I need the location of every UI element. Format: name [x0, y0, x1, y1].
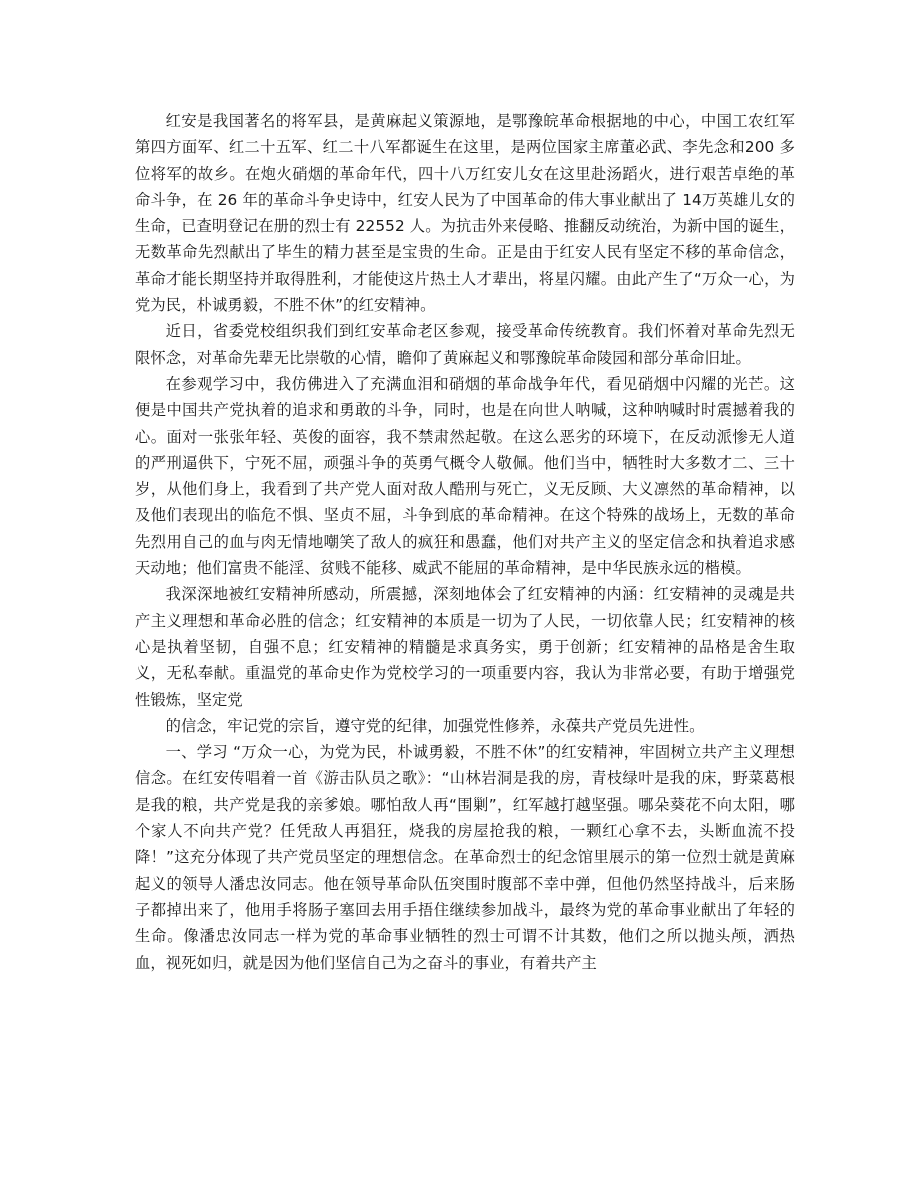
paragraph-hongan-intro: 红安是我国著名的将军县，是黄麻起义策源地，是鄂豫皖革命根据地的中心，中国工农红军第四方面军、红二十五军、红二十八军都诞生在这里，是两位国家主席董必武、李先念和200 多位将军的故乡。在炮火硝烟的革命年代，四十八万红安儿女在这里赴汤蹈火，进行艰苦卓绝的革命斗争，在 26 年的革命斗争史诗中，红安人民为了中国革命的伟大事业献出了 14万英雄儿女的生命，已查明登记在册的烈士有 22552 人。为抗击外来侵略、推翻反动统治，为新中国的诞生，无数革命先烈献出了毕生的精力甚至是宝贵的生命。正是由于红安人民有坚定不移的革命信念，革命才能长期坚持并取得胜利，才能使这片热土人才辈出，将星闪耀。由此产生了“万众一心，为党为民，朴诚勇毅，不胜不休”的红安精神。: [135, 112, 795, 315]
paragraph-reflection: 在参观学习中，我仿佛进入了充满血泪和硝烟的革命战争年代，看见硝烟中闪耀的光芒。这便是中国共产党执着的追求和勇敢的斗争，同时，也是在向世人呐喊，这种呐喊时时震撼着我的心。面对一张张年轻、英俊的面容，我不禁肃然起敬。在这么恶劣的环境下，在反动派惨无人道的严刑逼供下，宁死不屈，顽强斗争的英勇气概令人敬佩。他们当中，牺牲时大多数才二、三十岁，从他们身上，我看到了共产党人面对敌人酷刑与死亡，义无反顾、大义凛然的革命精神，以及他们表现出的临危不惧、坚贞不屈，斗争到底的革命精神。在这个特殊的战场上，无数的革命先烈用自己的血与肉无情地嘲笑了敌人的疯狂和愚蠢，他们对共产主义的坚定信念和执着追求感天动地；他们富贵不能淫、贫贱不能移、威武不能屈的革命精神，是中华民族永远的楷模。: [135, 374, 795, 578]
paragraph-spirit-meaning: 我深深地被红安精神所感动，所震撼，深刻地体会了红安精神的内涵：红安精神的灵魂是共产主义理想和革命必胜的信念；红安精神的本质是一切为了人民，一切依靠人民；红安精神的核心是执着坚韧，自强不息；红安精神的精髓是求真务实，勇于创新；红安精神的品格是舍生取义，无私奉献。重温党的革命史作为党校学习的一项重要内容，我认为非常必要，有助于增强党性锻炼，坚定党: [135, 585, 795, 709]
paragraph-visit: 近日，省委党校组织我们到红安革命老区参观，接受革命传统教育。我们怀着对革命先烈无限怀念，对革命先辈无比崇敬的心情，瞻仰了黄麻起义和鄂豫皖革命陵园和部分革命旧址。: [135, 322, 795, 367]
document-body: [135, 108, 795, 976]
paragraph-section-one: 一、学习 “万众一心，为党为民，朴诚勇毅，不胜不休”的红安精神，牢固树立共产主义理想信念。在红安传唱着一首《游击队员之歌》：“山林岩洞是我的房，青枝绿叶是我的床，野菜葛根是我的粮，共产党是我的亲爹娘。哪怕敌人再“围剿”，红军越打越坚强。哪朵葵花不向太阳，哪个家人不向共产党？任凭敌人再猖狂，烧我的房屋抢我的粮，一颗红心拿不去，头断血流不投降！”这充分体现了共产党员坚定的理想信念。在革命烈士的纪念馆里展示的第一位烈士就是黄麻起义的领导人潘忠汝同志。他在领导革命队伍突围时腹部不幸中弹，但他仍然坚持战斗，后来肠子都掉出来了，他用手将肠子塞回去用手捂住继续参加战斗，最终为党的革命事业献出了年轻的生命。像潘忠汝同志一样为党的革命事业牺牲的烈士可谓不计其数，他们之所以抛头颅，洒热血，视死如归，就是因为他们坚信自己为之奋斗的事业，有着共产主: [135, 743, 795, 972]
paragraph-continuation: 的信念，牢记党的宗旨，遵守党的纪律，加强党性修养，永葆共产党员先进性。: [165, 716, 705, 735]
